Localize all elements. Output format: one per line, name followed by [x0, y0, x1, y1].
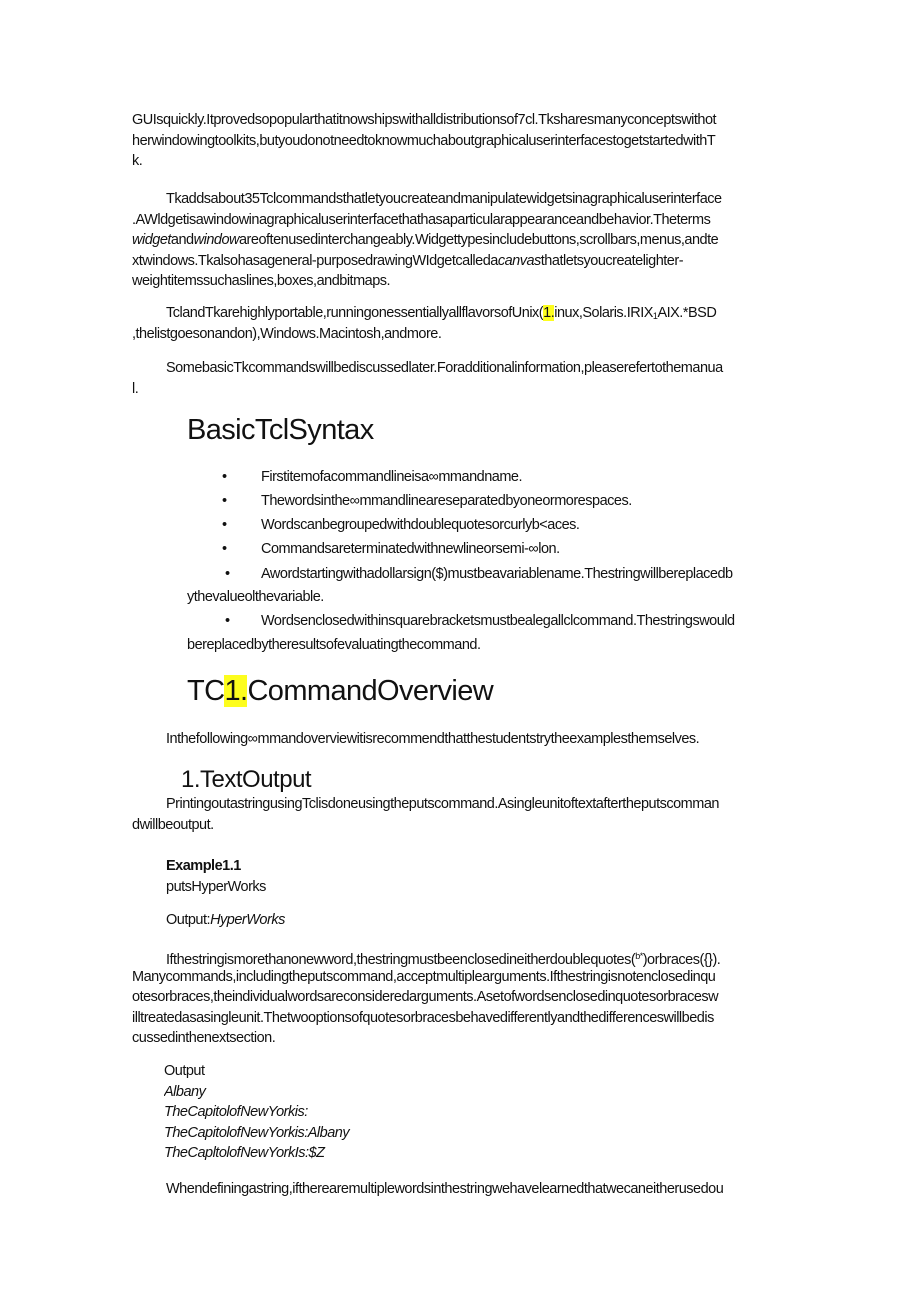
highlight-mark: 1. [543, 305, 555, 321]
heading-command-overview [187, 675, 493, 708]
bullet-continuation: bereplacedbytheresultsofevaluatingthecommand. [187, 637, 481, 653]
italic-term: window [193, 232, 239, 248]
text-line: otesorbraces,theindividualwordsareconsideredarguments.Asetofwordsenclosedinquotesorbracesw [132, 989, 719, 1005]
bullet-icon: • [222, 517, 227, 533]
text-line: Manycommands,includingtheputscommand,acceptmultiplearguments.Ifthestringisnotenclosedinqu [132, 968, 716, 985]
text-line: .AWldgetisawindowinagraphicaluserinterfacethathasaparticularappearanceandbehavior.Theterms [132, 211, 711, 228]
text-line: illtreatedasasingleunit.Thetwooptionsofquotesorbracesbehavedifferentlyandthedifferenceswillbedis [132, 1009, 714, 1026]
text-line: GUIsquickly.Itprovedsopopularthatitnowshipswithalldistributionsof7cl.Tksharesmanyconceptswithot [132, 112, 717, 128]
text-line [132, 230, 808, 251]
output-block [164, 1061, 564, 1164]
paragraph-defining-string: Whendefiningastring,iftherearemultiplewordsinthestringwehavelearnedthatwecaneitherusedou [166, 1181, 724, 1197]
bullet-item [132, 564, 808, 584]
output-line: TheCapitolofNewYorkis:Albany [164, 1124, 350, 1141]
text-line [132, 946, 808, 967]
paragraph-portability [132, 303, 808, 344]
bullet-text: Wordsenclosedwithinsquarebracketsmustbealegallclcommand.Thestringswould [261, 613, 735, 629]
heading-basic-tcl-syntax: BasicTclSyntax [187, 414, 374, 446]
bullet-icon: • [222, 493, 227, 509]
bullet-icon: • [225, 566, 230, 582]
bullet-text: Awordstartingwithadollarsign($)mustbeavariablename.Thestringwillbereplacedb [261, 566, 733, 582]
bullet-icon: • [222, 541, 227, 557]
bullet-icon: • [222, 469, 227, 485]
example-code: putsHyperWorks [166, 878, 266, 895]
heading-text: TC [187, 675, 225, 707]
text-line: l. [132, 380, 139, 397]
bullet-text: Commandsareterminatedwithnewlineorsemi-∞lon. [261, 541, 560, 557]
bullet-text: Thewordsinthe∞mmandlineareseparatedbyoneormorespaces. [261, 493, 632, 509]
text-span: xtwindows.Tkalsohasageneral-purposedrawingWIdgetcalleda [132, 252, 498, 269]
text-span: )orbraces({}). [642, 952, 721, 967]
text-line: Tkaddsabout35Tclcommandsthatletyoucreateandmanipulatewidgetsinagraphicaluserinterface [166, 191, 722, 207]
bullet-text: Wordscanbegroupedwithdoublequotesorcurlyb<aces. [261, 517, 580, 533]
output-value: HyperWorks [210, 912, 285, 928]
example-output [166, 910, 566, 931]
example-title: Example1.1 [166, 858, 241, 874]
output-label: Output: [166, 912, 211, 928]
output-block-label: Output [164, 1063, 205, 1079]
paragraph-overview-intro: Inthefollowing∞mmandoverviewitisrecommendthatthestudentstrytheexamplesthemselves. [166, 731, 700, 747]
text-line: k. [132, 153, 143, 169]
highlight-mark: 1. [224, 675, 248, 707]
bullet-icon: • [225, 613, 230, 629]
text-span: and [170, 232, 194, 248]
paragraph-puts [132, 794, 808, 835]
text-line: weightitemssuchaslines,boxes,andbitmaps. [132, 273, 391, 289]
text-line: ,thelistgoesonandon),Windows.Macintosh,andmore. [132, 325, 442, 342]
text-line: SomebasicTkcommandswillbediscussedlater.Foradditionalinformation,pleaserefertothemanua [166, 360, 723, 376]
text-span: areoftenusedinterchangeably.Widgettypesincludebuttons,scrollbars,menus,andte [238, 232, 719, 248]
superscript: b* [635, 951, 643, 961]
text-line: dwillbeoutput. [132, 816, 214, 833]
paragraph-tk-commands [132, 189, 808, 292]
text-span: thatletsyoucreatelighter- [540, 252, 684, 269]
italic-term: widget [132, 232, 171, 248]
heading-text: CommandOverview [247, 675, 494, 707]
text-line: herwindowingtoolkits,butyoudonotneedtoknowmuchaboutgraphicaluserinterfacestogetstartedwithT [132, 132, 716, 149]
bullet-text: Firstitemofacommandlineisa∞mmandname. [261, 469, 522, 485]
text-span: inux,Solaris.IRIX [554, 305, 653, 321]
paragraph-intro [132, 110, 808, 172]
text-span: Ifthestringismorethanonewword,thestringmustbeenclosedineitherdoublequotes( [166, 952, 636, 967]
bullet-item [132, 611, 808, 631]
text-line: cussedinthenextsection. [132, 1030, 276, 1046]
paragraph-basic-tk [132, 358, 808, 399]
text-span: TclandTkarehighlyportable,runningonessentiallyallflavorsofUnix( [166, 305, 544, 321]
heading-text-output: 1.TextOutput [181, 766, 312, 793]
italic-term: canvas [497, 252, 541, 269]
paragraph-quotes-braces [132, 946, 808, 1049]
text-line [132, 251, 808, 272]
subscript: 1 [652, 311, 658, 321]
output-line: TheCapltolofNewYorkIs:$Z [164, 1145, 325, 1161]
example-block [166, 856, 566, 897]
text-line: PrintingoutastringusingTclisdoneusingtheputscommand.Asingleunitoftextaftertheputscomman [166, 796, 719, 812]
output-line: Albany [164, 1083, 206, 1100]
text-line [132, 303, 808, 324]
output-line: TheCapitolofNewYorkis: [164, 1104, 308, 1120]
bullet-continuation: ythevalueolthevariable. [187, 589, 324, 605]
text-span: AIX.*BSD [657, 305, 717, 321]
